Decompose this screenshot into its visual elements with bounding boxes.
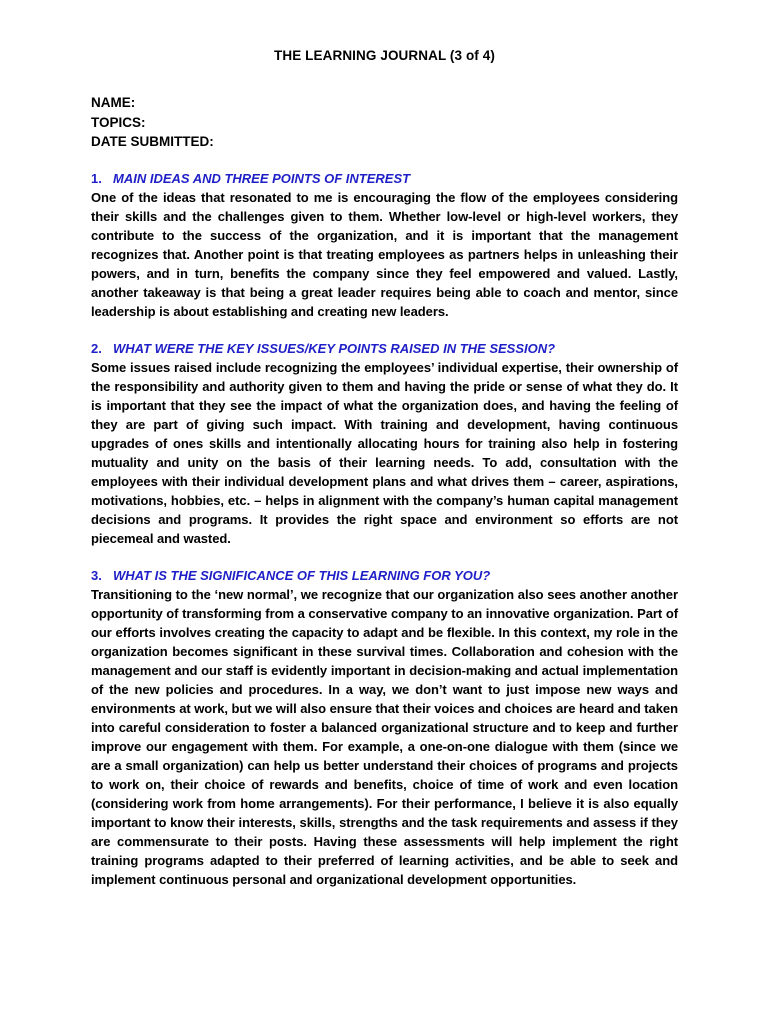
section-heading	[91, 169, 678, 188]
section-heading-text: WHAT WERE THE KEY ISSUES/KEY POINTS RAISED IN THE SESSION?	[113, 340, 556, 356]
section-number: 2.	[91, 340, 102, 356]
topics-field-label: TOPICS:	[91, 114, 146, 130]
section-significance	[91, 566, 678, 889]
section-heading	[91, 566, 678, 585]
section-heading-text: WHAT IS THE SIGNIFICANCE OF THIS LEARNING FOR YOU?	[113, 567, 491, 583]
section-number: 3.	[91, 567, 102, 583]
section-body: Some issues raised include recognizing the employees’ individual expertise, their ownership of the responsibility and authority given to them and having the pride or sense of what they do. It is important that they see the impact of what the organization does, and having the feeling of they are part of giving such impact. With training and development, having continuous upgrades of ones skills and intentionally allocating hours for training also help in fostering mutuality and unity on the basis of their learning needs. To add, consultation with the employees with their individual development plans and what drives them – career, aspirations, motivations, hobbies, etc. – helps in alignment with the company’s human capital management decisions and programs. It provides the right space and environment so efforts are not piecemeal and wasted.	[91, 359, 678, 546]
journal-page	[91, 46, 678, 907]
header-fields	[91, 93, 678, 152]
section-heading-text: MAIN IDEAS AND THREE POINTS OF INTEREST	[113, 170, 411, 186]
section-body: One of the ideas that resonated to me is encouraging the flow of the employees considering their skills and the challenges given to them. Whether low-level or high-level workers, they contribute to the success of the organization, and it is important that the management recognizes that. Another point is that treating employees as partners helps in unleashing their powers, and in turn, benefits the company since they feel empowered and valued. Lastly, another takeaway is that being a great leader requires being able to coach and mentor, since leadership is about establishing and creating new leaders.	[91, 189, 678, 319]
section-body: Transitioning to the ‘new normal’, we recognize that our organization also sees another another opportunity of transforming from a conservative company to an innovative organization. Part of our efforts involves creating the capacity to adapt and be flexible. In this context, my role in the organization becomes significant in these survival times. Collaboration and cohesion with the management and our staff is evidently important in decision-making and actual implementation of the new policies and procedures. In a way, we don’t want to just impose new ways and environments at work, but we will also ensure that their voices and choices are heard and taken into careful consideration to foster a balanced organizational structure and to keep and further improve our engagement with them. For example, a one-on-one dialogue with them (since we are a small organization) can help us better understand their choices of programs and projects to work on, their choice of rewards and benefits, choice of time of work and even location (considering work from home arrangements). For their performance, I believe it is also equally important to know their interests, skills, strengths and the task requirements and assess if they are commensurate to their posts. Having these assessments will help implement the right training programs adapted to their preferred of learning activities, and be able to seek and implement continuous personal and organizational development opportunities.	[91, 586, 678, 887]
section-key-issues	[91, 339, 678, 548]
name-field-label: NAME:	[91, 95, 136, 110]
section-heading	[91, 339, 678, 358]
date-submitted-field-label: DATE SUBMITTED:	[91, 134, 214, 149]
section-number: 1.	[91, 170, 102, 186]
section-main-ideas	[91, 169, 678, 321]
document-title: THE LEARNING JOURNAL (3 of 4)	[274, 48, 495, 63]
